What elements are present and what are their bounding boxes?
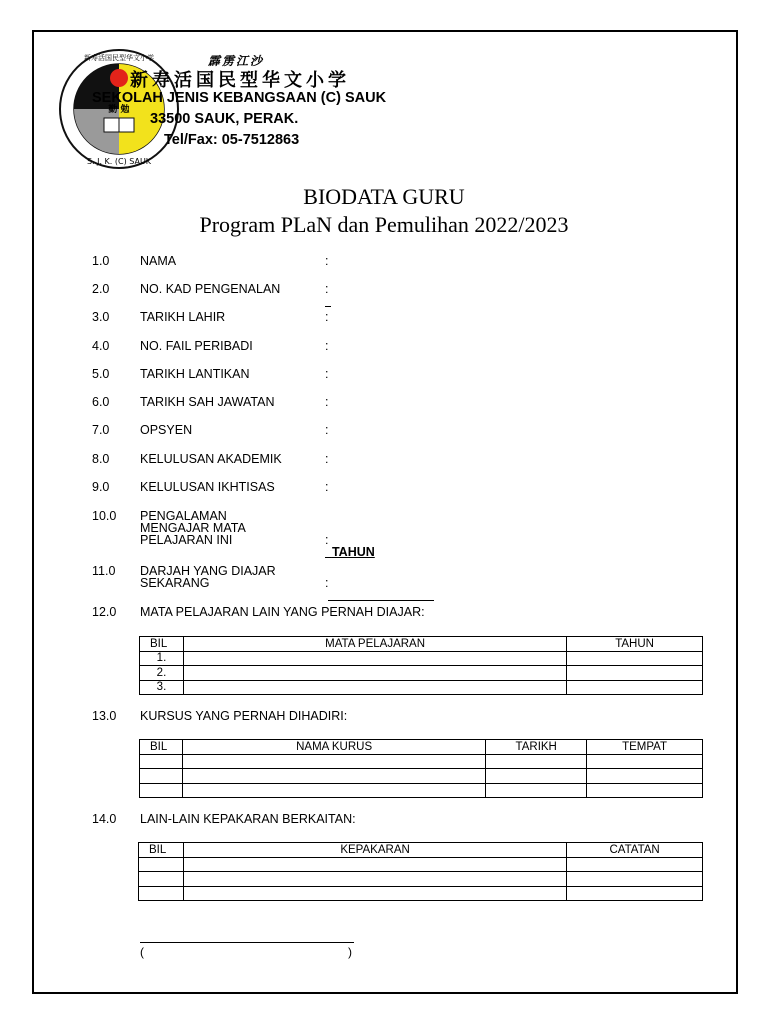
field-colon: : bbox=[325, 254, 329, 268]
field-colon: : bbox=[325, 395, 329, 409]
open-bracket: ( bbox=[140, 945, 144, 959]
field-number: 11.0 bbox=[92, 564, 116, 578]
section-number: 14.0 bbox=[92, 812, 117, 826]
field-colon-text: : bbox=[325, 576, 329, 590]
document-title: BIODATA GURU bbox=[303, 184, 465, 209]
school-address: 33500 SAUK, PERAK. bbox=[150, 111, 299, 127]
table-cell bbox=[183, 872, 566, 887]
field-label: NAMA bbox=[140, 254, 177, 268]
field-value-tahun bbox=[325, 545, 375, 559]
table-row bbox=[139, 857, 703, 872]
field-number: 1.0 bbox=[92, 254, 110, 268]
table-header-cell: MATA PELAJARAN bbox=[183, 637, 566, 652]
field-label-line: PENGALAMAN bbox=[140, 509, 227, 523]
field-number: 3.0 bbox=[92, 310, 110, 324]
field-colon bbox=[325, 577, 434, 601]
table-cell bbox=[140, 783, 183, 798]
table-kursus bbox=[139, 739, 703, 798]
table-cell bbox=[183, 857, 566, 872]
table-cell bbox=[139, 857, 184, 872]
signature-name-brackets bbox=[140, 945, 354, 959]
field-number: 6.0 bbox=[92, 395, 110, 409]
table-header-cell: NAMA KURUS bbox=[182, 740, 485, 755]
table-header-row bbox=[140, 740, 703, 755]
field-label-line: SEKARANG bbox=[140, 576, 210, 590]
field-label bbox=[140, 510, 325, 546]
field-label-line: PELAJARAN INI bbox=[140, 533, 233, 547]
close-bracket: ) bbox=[348, 945, 352, 959]
table-cell bbox=[183, 886, 566, 901]
field-colon: : bbox=[325, 367, 329, 381]
table-cell bbox=[183, 651, 566, 666]
table-cell bbox=[183, 666, 566, 681]
table-cell bbox=[182, 783, 485, 798]
table-cell bbox=[182, 769, 485, 784]
table-cell bbox=[567, 666, 703, 681]
table-header-cell: BIL bbox=[140, 740, 183, 755]
table-header-cell: KEPAKARAN bbox=[183, 843, 566, 858]
field-colon-text: : bbox=[325, 533, 329, 547]
field-underline bbox=[325, 297, 331, 307]
field-label bbox=[140, 565, 325, 589]
table-cell bbox=[139, 886, 184, 901]
table-row bbox=[140, 754, 703, 769]
table-header-cell: BIL bbox=[140, 637, 184, 652]
table-row bbox=[139, 886, 703, 901]
field-colon bbox=[325, 534, 375, 558]
field-label: KELULUSAN AKADEMIK bbox=[140, 452, 282, 466]
field-underline bbox=[328, 591, 434, 601]
logo-bottom-text: S. J. K. (C) SAUK bbox=[86, 157, 152, 166]
logo-motto: 勤 勉 bbox=[108, 105, 130, 115]
table-header-cell: BIL bbox=[139, 843, 184, 858]
school-chinese-name: 新寿活国民型华文小学 bbox=[130, 70, 350, 91]
table-row bbox=[140, 783, 703, 798]
section-number: 12.0 bbox=[92, 605, 117, 619]
field-colon: : bbox=[325, 480, 329, 494]
field-colon: : bbox=[325, 452, 329, 466]
table-cell bbox=[139, 872, 184, 887]
table-row bbox=[139, 872, 703, 887]
field-label: KELULUSAN IKHTISAS bbox=[140, 480, 275, 494]
table-header-cell: TARIKH bbox=[486, 740, 587, 755]
signature-line bbox=[140, 942, 354, 943]
table-header-row bbox=[139, 843, 703, 858]
field-colon-text: : bbox=[325, 282, 329, 296]
table-cell: 1. bbox=[140, 651, 184, 666]
field-label-line: MENGAJAR MATA bbox=[140, 521, 246, 535]
table-cell bbox=[567, 872, 703, 887]
table-cell bbox=[486, 754, 587, 769]
table-row bbox=[140, 769, 703, 784]
field-number: 4.0 bbox=[92, 339, 110, 353]
field-colon: : bbox=[325, 339, 329, 353]
header-tagline: 霹雳江沙 bbox=[208, 54, 265, 68]
field-number: 9.0 bbox=[92, 480, 110, 494]
table-cell bbox=[567, 651, 703, 666]
table-cell: 2. bbox=[140, 666, 184, 681]
field-label: TARIKH LAHIR bbox=[140, 310, 226, 324]
table-cell bbox=[587, 754, 703, 769]
table-cell bbox=[587, 783, 703, 798]
table-row bbox=[140, 680, 703, 695]
field-colon: : bbox=[325, 310, 329, 324]
field-number: 10.0 bbox=[92, 509, 117, 523]
table-header-cell: TAHUN bbox=[567, 637, 703, 652]
section-number: 13.0 bbox=[92, 709, 117, 723]
field-colon: : bbox=[325, 423, 329, 437]
field-label: TARIKH SAH JAWATAN bbox=[140, 395, 275, 409]
table-cell bbox=[567, 886, 703, 901]
field-value-text: TAHUN bbox=[331, 545, 375, 559]
field-number: 8.0 bbox=[92, 452, 110, 466]
field-number: 2.0 bbox=[92, 282, 110, 296]
table-row bbox=[140, 651, 703, 666]
table-cell bbox=[567, 680, 703, 695]
section-title: MATA PELAJARAN LAIN YANG PERNAH DIAJAR: bbox=[140, 605, 425, 619]
table-header-row bbox=[140, 637, 703, 652]
field-label: TARIKH LANTIKAN bbox=[140, 367, 250, 381]
table-cell bbox=[486, 769, 587, 784]
section-title: KURSUS YANG PERNAH DIHADIRI: bbox=[140, 709, 348, 723]
school-name: SEKOLAH JENIS KEBANGSAAN (C) SAUK bbox=[92, 90, 387, 106]
field-label: NO. KAD PENGENALAN bbox=[140, 282, 281, 296]
field-number: 5.0 bbox=[92, 367, 110, 381]
table-mata-pelajaran bbox=[139, 636, 703, 695]
table-kepakaran bbox=[138, 842, 703, 901]
field-label: NO. FAIL PERIBADI bbox=[140, 339, 253, 353]
table-cell bbox=[140, 769, 183, 784]
table-header-cell: TEMPAT bbox=[587, 740, 703, 755]
field-colon bbox=[325, 283, 331, 307]
table-header-cell: CATATAN bbox=[567, 843, 703, 858]
table-cell: 3. bbox=[140, 680, 184, 695]
logo-ring-text: 新寿活国民型华文小学 bbox=[84, 54, 154, 62]
table-cell bbox=[486, 783, 587, 798]
table-cell bbox=[567, 857, 703, 872]
field-label: OPSYEN bbox=[140, 423, 193, 437]
table-cell bbox=[140, 754, 183, 769]
table-cell bbox=[182, 754, 485, 769]
table-cell bbox=[587, 769, 703, 784]
table-row bbox=[140, 666, 703, 681]
field-label-line: DARJAH YANG DIAJAR bbox=[140, 564, 276, 578]
document-subtitle: Program PLaN dan Pemulihan 2022/2023 bbox=[199, 212, 569, 237]
section-title: LAIN-LAIN KEPAKARAN BERKAITAN: bbox=[140, 812, 356, 826]
table-cell bbox=[183, 680, 566, 695]
school-phone: Tel/Fax: 05-7512863 bbox=[164, 132, 300, 148]
field-number: 7.0 bbox=[92, 423, 110, 437]
